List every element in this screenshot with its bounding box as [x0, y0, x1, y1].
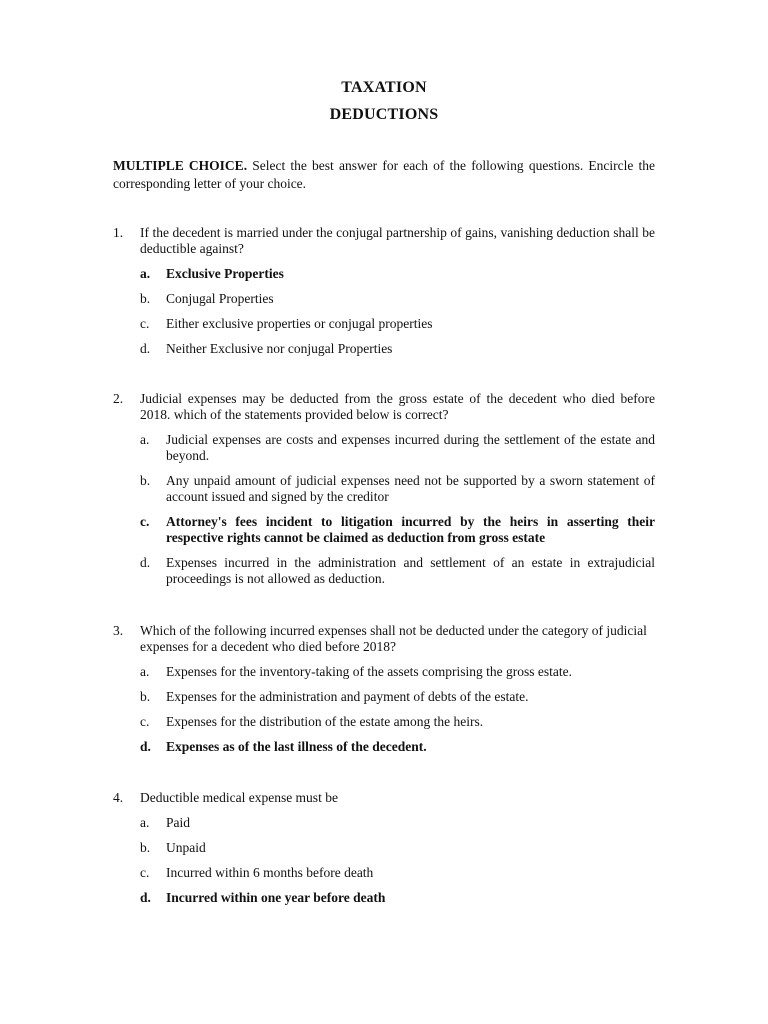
option-letter: c.: [140, 714, 150, 729]
question-stem: [113, 623, 655, 655]
option-text: Expenses as of the last illness of the decedent.: [166, 739, 427, 754]
instructions-text: Select the best answer for each of the following questions. Encircle the corresponding letter of your choice.: [113, 158, 656, 191]
option-letter: c.: [140, 316, 150, 331]
question-number: 3.: [113, 623, 124, 638]
question-text: Judicial expenses may be deducted from the gross estate of the decedent who died before 2018. which of the statements provided below is correct?: [140, 391, 655, 422]
option-letter: a.: [140, 266, 151, 281]
option-b: [113, 473, 655, 505]
option-letter: d.: [140, 341, 151, 356]
option-text: Incurred within 6 months before death: [166, 865, 374, 880]
option-letter: c.: [140, 514, 150, 529]
option-letter: b.: [140, 689, 151, 704]
option-d: [113, 739, 655, 755]
option-letter: b.: [140, 291, 151, 306]
option-text: Neither Exclusive nor conjugal Properties: [166, 341, 393, 356]
option-text: Expenses for the inventory-taking of the assets comprising the gross estate.: [166, 664, 573, 679]
question-3: [113, 623, 655, 755]
option-text: Expenses for the administration and payment of debts of the estate.: [166, 689, 529, 704]
question-stem: [113, 391, 655, 423]
question-1: [113, 225, 655, 357]
option-text: Conjugal Properties: [166, 291, 274, 306]
option-text: Any unpaid amount of judicial expenses need not be supported by a sworn statement of account issued and signed by the creditor: [166, 473, 655, 504]
option-b: [113, 291, 655, 307]
option-text: Paid: [166, 815, 191, 830]
option-a: [113, 815, 655, 831]
option-letter: b.: [140, 473, 151, 488]
instructions-lead: MULTIPLE CHOICE.: [113, 158, 248, 173]
question-number: 2.: [113, 391, 124, 406]
option-letter: b.: [140, 840, 151, 855]
option-a: [113, 432, 655, 464]
document-subtitle: DEDUCTIONS: [329, 106, 439, 123]
option-letter: d.: [140, 890, 151, 905]
option-letter: a.: [140, 664, 150, 679]
option-d: [113, 555, 655, 587]
option-b: [113, 689, 655, 705]
option-c: [113, 714, 655, 730]
option-text: Either exclusive properties or conjugal properties: [166, 316, 433, 331]
option-a: [113, 664, 655, 680]
option-letter: d.: [140, 739, 151, 754]
option-letter: c.: [140, 865, 150, 880]
option-d: [113, 890, 655, 906]
option-text: Judicial expenses are costs and expenses incurred during the settlement of the estate and beyond.: [166, 432, 655, 463]
document-title: TAXATION: [341, 79, 427, 96]
question-2: [113, 391, 655, 587]
question-text: Deductible medical expense must be: [140, 790, 338, 805]
question-4: [113, 790, 655, 906]
option-c: [113, 316, 655, 332]
option-d: [113, 341, 655, 357]
option-text: Unpaid: [166, 840, 206, 855]
option-letter: d.: [140, 555, 151, 570]
question-stem: [113, 225, 655, 257]
option-text: Incurred within one year before death: [166, 890, 386, 905]
option-c: [113, 514, 655, 546]
instructions: [113, 157, 655, 193]
option-c: [113, 865, 655, 881]
option-letter: a.: [140, 815, 150, 830]
question-number: 1.: [113, 225, 124, 240]
question-stem: [113, 790, 655, 806]
question-text: If the decedent is married under the conjugal partnership of gains, vanishing deduction shall be deductible against?: [140, 225, 655, 256]
option-text: Attorney's fees incident to litigation incurred by the heirs in asserting their respective rights cannot be claimed as deduction from gross estate: [166, 514, 655, 545]
option-b: [113, 840, 655, 856]
option-letter: a.: [140, 432, 150, 447]
option-text: Expenses for the distribution of the estate among the heirs.: [166, 714, 484, 729]
option-a: [113, 266, 655, 282]
option-text: Exclusive Properties: [166, 266, 284, 281]
option-text: Expenses incurred in the administration and settlement of an estate in extrajudicial proceedings is not allowed as deduction.: [166, 555, 655, 586]
question-number: 4.: [113, 790, 124, 805]
question-text: Which of the following incurred expenses shall not be deducted under the category of judicial expenses for a decedent who died before 2018?: [140, 623, 647, 654]
